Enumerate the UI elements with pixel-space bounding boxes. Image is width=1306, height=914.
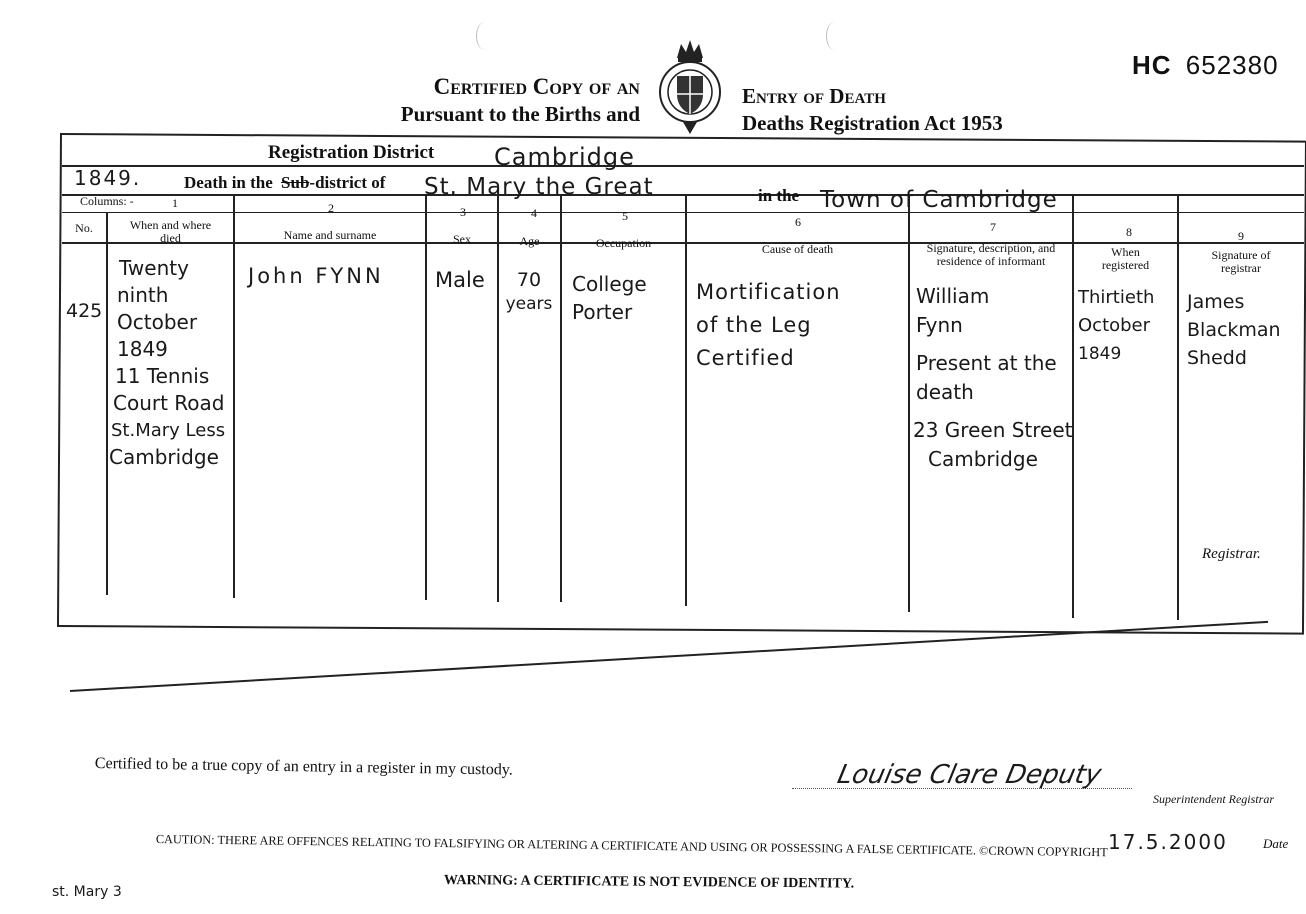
entry-informant bbox=[913, 282, 1073, 474]
header-right-line2: Deaths Registration Act 1953 bbox=[742, 111, 1003, 135]
superintendent-registrar-label: Superintendent Registrar bbox=[1153, 792, 1274, 806]
death-in-the-text: Death in the bbox=[184, 173, 273, 192]
colnum-9: 9 bbox=[1238, 229, 1244, 243]
header-when-where-2: died bbox=[160, 231, 181, 245]
registrar-line-2: Blackman bbox=[1187, 319, 1281, 341]
entry-registrar bbox=[1187, 288, 1281, 372]
entry-sex: Male bbox=[435, 268, 485, 292]
register-table bbox=[57, 133, 1306, 635]
header-sex: Sex bbox=[453, 232, 471, 246]
district-of-text: -district of bbox=[309, 173, 386, 192]
col-divider-2 bbox=[233, 196, 235, 598]
when-where-line-1: Twenty bbox=[119, 256, 189, 280]
informant-line-2: Fynn bbox=[916, 313, 963, 337]
header-age: Age bbox=[519, 234, 540, 248]
header-cause: Cause of death bbox=[761, 242, 834, 256]
header-registrar-1: Signature of bbox=[1211, 248, 1271, 262]
informant-line-3: Present at the bbox=[916, 351, 1057, 375]
signature: Louise Clare Deputy bbox=[834, 760, 1104, 790]
when-where-line-4: 1849 bbox=[117, 337, 168, 361]
col-divider-1 bbox=[106, 212, 108, 595]
occupation-line-2: Porter bbox=[572, 300, 633, 324]
columns-label: Columns: - bbox=[80, 194, 134, 208]
rule-colnums bbox=[62, 212, 1304, 213]
col-divider-3 bbox=[425, 196, 427, 600]
registered-line-1: Thirtieth bbox=[1078, 287, 1155, 308]
cause-line-3: Certified bbox=[696, 346, 795, 370]
entry-when-where bbox=[109, 255, 226, 471]
when-where-line-6: Court Road bbox=[113, 391, 225, 415]
date-label: Date bbox=[1263, 836, 1289, 851]
sub-struck-text: Sub bbox=[281, 173, 310, 192]
informant-line-1: William bbox=[916, 284, 990, 308]
colnum-2: 2 bbox=[328, 201, 334, 215]
colnum-6: 6 bbox=[795, 215, 801, 229]
district-label: Registration District bbox=[268, 142, 435, 163]
in-the-label: in the bbox=[758, 186, 800, 205]
when-where-line-8: Cambridge bbox=[109, 445, 219, 469]
certified-statement: Certified to be a true copy of an entry in a register in my custody. bbox=[94, 755, 513, 779]
rule-district bbox=[62, 165, 1304, 167]
rule-entry bbox=[62, 194, 1304, 196]
informant-line-4: death bbox=[916, 380, 974, 404]
header-left-line1: Certified Copy of an bbox=[433, 74, 640, 99]
entry-registered bbox=[1078, 284, 1154, 368]
when-where-line-3: October bbox=[117, 310, 198, 334]
entry-no: 425 bbox=[66, 300, 103, 322]
col-divider-6 bbox=[685, 196, 687, 606]
colnum-3: 3 bbox=[460, 205, 466, 219]
serial-number: 652380 bbox=[1185, 50, 1279, 80]
col-divider-4 bbox=[497, 196, 499, 602]
corner-note: st. Mary 3 bbox=[52, 884, 122, 900]
header-registrar-2: registrar bbox=[1221, 261, 1261, 275]
royal-crest-icon bbox=[655, 36, 725, 136]
header-when-where bbox=[108, 219, 233, 245]
colnum-5: 5 bbox=[622, 209, 628, 223]
caution-text: CAUTION: THERE ARE OFFENCES RELATING TO FALSIFYING OR ALTERING A CERTIFICATE AND USING OR POSSESSING A FALSE CERTIFICATE. ©CROWN COPYRIGHT bbox=[155, 832, 1108, 860]
header-right-line1: Entry of Death bbox=[742, 84, 886, 108]
colnum-1: 1 bbox=[172, 196, 178, 210]
cancellation-line bbox=[70, 621, 1268, 692]
colnum-7: 7 bbox=[990, 220, 996, 234]
registered-line-3: 1849 bbox=[1078, 344, 1122, 364]
header-registered-1: When bbox=[1111, 245, 1140, 259]
col-divider-5 bbox=[560, 196, 562, 602]
header-no: No. bbox=[75, 221, 93, 235]
header-left-line2: Pursuant to the Births and bbox=[400, 102, 640, 126]
colnum-4: 4 bbox=[531, 206, 537, 220]
punch-mark-left bbox=[476, 22, 493, 50]
entry-age bbox=[503, 268, 555, 316]
header-name: Name and surname bbox=[283, 228, 377, 242]
when-where-line-7: St.Mary Less bbox=[111, 420, 226, 441]
header-registered-2: registered bbox=[1101, 258, 1150, 272]
header-right bbox=[742, 84, 1062, 136]
age-value: 70 bbox=[516, 269, 542, 291]
town-value: Town of Cambridge bbox=[820, 187, 1058, 213]
informant-line-6: Cambridge bbox=[928, 447, 1038, 471]
warning-text: WARNING: A CERTIFICATE IS NOT EVIDENCE OF IDENTITY. bbox=[443, 873, 855, 892]
colnum-8: 8 bbox=[1126, 225, 1132, 239]
registrar-line-3: Shedd bbox=[1187, 347, 1247, 369]
header-informant bbox=[910, 242, 1072, 268]
when-where-line-2: ninth bbox=[117, 283, 169, 307]
when-where-line-5: 11 Tennis bbox=[115, 364, 210, 388]
entry-cause bbox=[696, 276, 841, 375]
district-value: Cambridge bbox=[494, 143, 635, 171]
certificate-serial bbox=[1132, 50, 1279, 81]
registrar-label: Registrar. bbox=[1202, 546, 1261, 562]
entry-year: 1849. bbox=[74, 166, 142, 190]
cause-line-2: of the Leg bbox=[696, 313, 812, 337]
date-value: 17.5.2000 bbox=[1108, 830, 1228, 854]
header-when-where-1: When and where bbox=[129, 218, 212, 232]
age-unit: years bbox=[505, 294, 553, 314]
header-registrar bbox=[1179, 249, 1303, 275]
entry-occupation bbox=[572, 270, 647, 326]
cause-line-1: Mortification bbox=[696, 280, 841, 304]
header-informant-2: residence of informant bbox=[936, 254, 1046, 268]
registrar-line-1: James bbox=[1187, 291, 1245, 313]
header-occupation: Occupation bbox=[595, 236, 652, 250]
punch-mark-right bbox=[826, 22, 843, 50]
header-registered bbox=[1074, 246, 1177, 272]
occupation-line-1: College bbox=[572, 272, 647, 296]
header-left bbox=[360, 74, 640, 127]
entry-name: John FYNN bbox=[248, 264, 384, 288]
registered-line-2: October bbox=[1078, 315, 1151, 336]
subdistrict-value: St. Mary the Great bbox=[424, 174, 654, 200]
header-informant-1: Signature, description, and bbox=[926, 241, 1056, 255]
serial-prefix: HC bbox=[1132, 50, 1172, 80]
informant-line-5: 23 Green Street bbox=[913, 418, 1073, 442]
entry-death-in-the bbox=[184, 173, 385, 193]
